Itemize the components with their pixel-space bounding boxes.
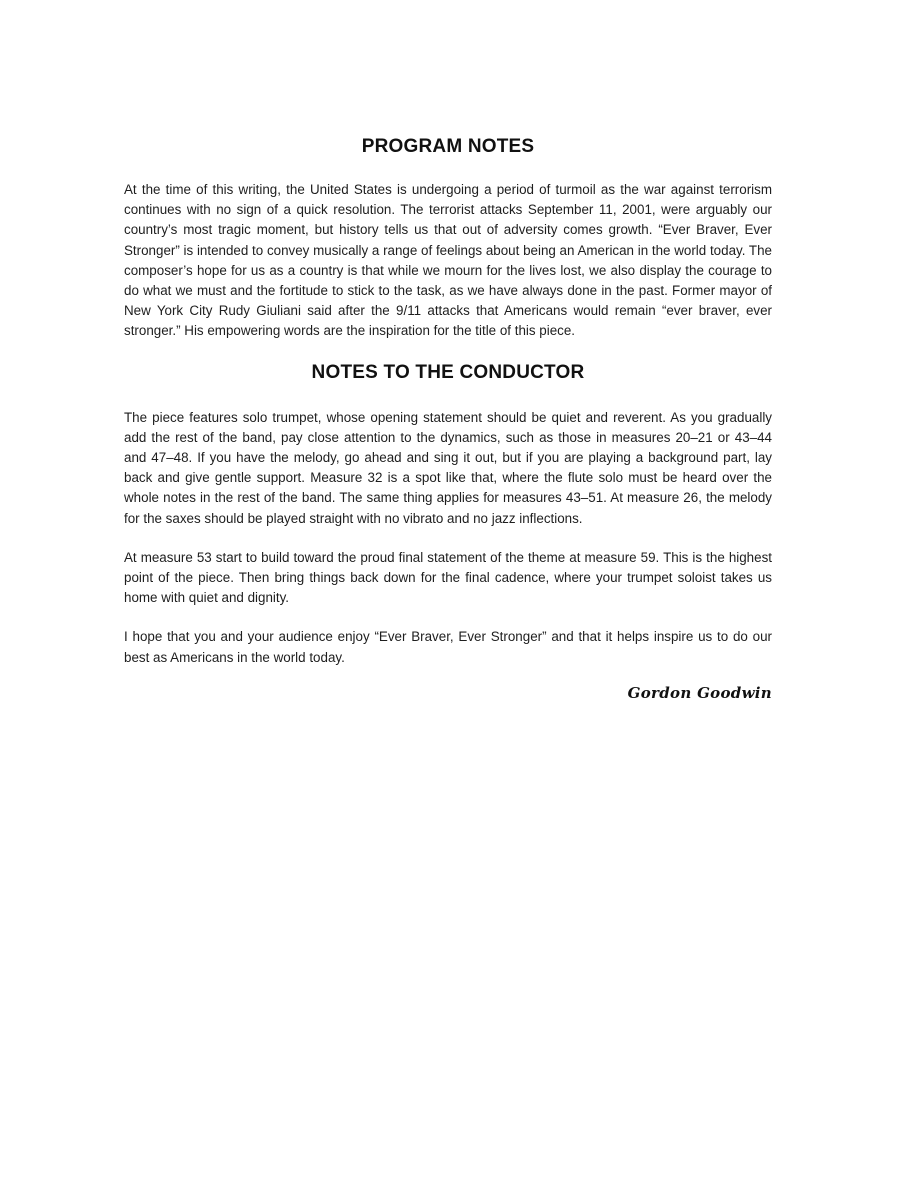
conductor-notes-paragraph-3: I hope that you and your audience enjoy “Ever Braver, Ever Stronger” and that it helps inspire us to do our best as Americans in the world today. bbox=[124, 629, 772, 665]
conductor-notes-heading: NOTES TO THE CONDUCTOR bbox=[311, 361, 585, 383]
program-notes-heading: PROGRAM NOTES bbox=[361, 136, 535, 157]
conductor-notes-paragraph-2: At measure 53 start to build toward the proud final statement of the theme at measure 59. This is the highest point of the piece. Then bring things back down for the final cadence, where your trumpet soloist takes us home with quiet and dignity. bbox=[124, 549, 772, 606]
document-page bbox=[124, 136, 772, 702]
conductor-notes-paragraph-1: The piece features solo trumpet, whose opening statement should be quiet and reverent. As you gradually add the rest of the band, pay close attention to the dynamics, such as those in measures 20–21 or 43–44 and 47–48. If you have the melody, go ahead and sing it out, but if you are playing a background part, lay back and give gentle support. Measure 32 is a spot like that, where the flute solo must be heard over the whole notes in the rest of the band. The same thing applies for measures 43–51. At measure 26, the melody for the saxes should be played straight with no vibrato and no jazz inflections. bbox=[124, 409, 772, 526]
composer-signature: Gordon Goodwin bbox=[627, 683, 772, 702]
program-notes-paragraph: At the time of this writing, the United States is undergoing a period of turmoil as the war against terrorism continues with no sign of a quick resolution. The terrorist attacks September 11, 2001, were arguably our country’s most tragic moment, but history tells us that out of adversity comes growth. “Ever Braver, Ever Stronger” is intended to convey musically a range of feelings about being an American in the world today. The composer’s hope for us as a country is that while we mourn for the lives lost, we also display the courage to do what we must and the fortitude to stick to the task, as we have always done in the past. Former mayor of New York City Rudy Giuliani said after the 9/11 attacks that Americans would remain “ever braver, ever stronger.” His empowering words are the inspiration for the title of this piece. bbox=[124, 182, 772, 339]
